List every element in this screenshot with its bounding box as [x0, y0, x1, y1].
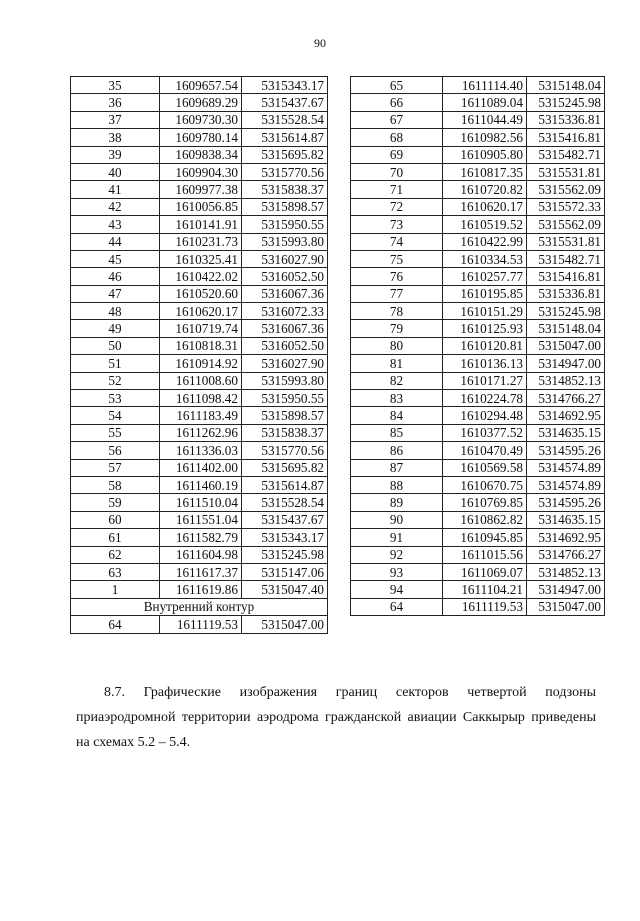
table-row — [71, 511, 328, 528]
coord-y: 5315770.56 — [242, 163, 328, 180]
table-row — [71, 372, 328, 389]
coord-x: 1610569.58 — [443, 459, 527, 476]
table-row — [351, 250, 605, 267]
table-row — [71, 616, 328, 633]
table-row — [351, 511, 605, 528]
point-number: 56 — [71, 442, 160, 459]
coord-y: 5316052.50 — [242, 337, 328, 354]
coord-x: 1611114.40 — [443, 77, 527, 94]
coord-y: 5315482.71 — [527, 146, 605, 163]
coord-x: 1610171.27 — [443, 372, 527, 389]
point-number: 48 — [71, 303, 160, 320]
table-row — [71, 581, 328, 598]
coord-x: 1610945.85 — [443, 529, 527, 546]
coord-y: 5314852.13 — [527, 563, 605, 580]
point-number: 66 — [351, 94, 443, 111]
coord-x: 1610817.35 — [443, 163, 527, 180]
coord-x: 1610377.52 — [443, 424, 527, 441]
coord-y: 5315898.57 — [242, 407, 328, 424]
point-number: 43 — [71, 216, 160, 233]
table-row — [71, 407, 328, 424]
coord-y: 5315614.87 — [242, 476, 328, 493]
table-row — [351, 476, 605, 493]
point-number: 71 — [351, 181, 443, 198]
point-number: 44 — [71, 233, 160, 250]
coord-y: 5314947.00 — [527, 355, 605, 372]
table-row — [71, 216, 328, 233]
coord-x: 1611183.49 — [160, 407, 242, 424]
coord-y: 5315245.98 — [527, 94, 605, 111]
coord-y: 5316027.90 — [242, 355, 328, 372]
coord-y: 5314595.26 — [527, 442, 605, 459]
table-row — [71, 285, 328, 302]
point-number: 47 — [71, 285, 160, 302]
coord-y: 5314692.95 — [527, 529, 605, 546]
point-number: 75 — [351, 250, 443, 267]
table-row — [351, 546, 605, 563]
coord-x: 1610422.99 — [443, 233, 527, 250]
coord-x: 1610141.91 — [160, 216, 242, 233]
table-row — [71, 163, 328, 180]
point-number: 54 — [71, 407, 160, 424]
coord-y: 5315993.80 — [242, 233, 328, 250]
coord-x: 1610334.53 — [443, 250, 527, 267]
coord-x: 1610470.49 — [443, 442, 527, 459]
coord-y: 5315898.57 — [242, 198, 328, 215]
point-number: 42 — [71, 198, 160, 215]
coord-y: 5315950.55 — [242, 390, 328, 407]
coord-x: 1611551.04 — [160, 511, 242, 528]
table-row — [351, 268, 605, 285]
point-number: 45 — [71, 250, 160, 267]
coordinates-table-right — [350, 76, 605, 616]
point-number: 94 — [351, 581, 443, 598]
coord-x: 1610620.17 — [443, 198, 527, 215]
table-row — [71, 146, 328, 163]
coord-y: 5315695.82 — [242, 459, 328, 476]
coord-y: 5315245.98 — [242, 546, 328, 563]
point-number: 84 — [351, 407, 443, 424]
table-row — [351, 337, 605, 354]
coord-y: 5315336.81 — [527, 285, 605, 302]
coord-x: 1610914.92 — [160, 355, 242, 372]
coord-y: 5315047.00 — [242, 616, 328, 633]
point-number: 40 — [71, 163, 160, 180]
point-number: 52 — [71, 372, 160, 389]
table-row — [351, 94, 605, 111]
point-number: 37 — [71, 111, 160, 128]
coord-x: 1610905.80 — [443, 146, 527, 163]
coord-x: 1610151.29 — [443, 303, 527, 320]
point-number: 69 — [351, 146, 443, 163]
coord-x: 1609689.29 — [160, 94, 242, 111]
point-number: 80 — [351, 337, 443, 354]
point-number: 68 — [351, 129, 443, 146]
coord-x: 1611089.04 — [443, 94, 527, 111]
coord-x: 1611098.42 — [160, 390, 242, 407]
coord-y: 5315562.09 — [527, 216, 605, 233]
point-number: 1 — [71, 581, 160, 598]
coord-y: 5316052.50 — [242, 268, 328, 285]
table-row — [71, 181, 328, 198]
table-row — [71, 198, 328, 215]
point-number: 38 — [71, 129, 160, 146]
coord-x: 1611119.53 — [443, 598, 527, 615]
point-number: 64 — [71, 616, 160, 633]
table-row — [351, 581, 605, 598]
coord-y: 5315047.40 — [242, 581, 328, 598]
coord-y: 5315838.37 — [242, 181, 328, 198]
coord-y: 5315572.33 — [527, 198, 605, 215]
point-number: 60 — [71, 511, 160, 528]
coord-x: 1610224.78 — [443, 390, 527, 407]
point-number: 91 — [351, 529, 443, 546]
table-row — [351, 372, 605, 389]
coord-x: 1611015.56 — [443, 546, 527, 563]
coord-x: 1611104.21 — [443, 581, 527, 598]
coord-y: 5315416.81 — [527, 268, 605, 285]
coord-y: 5314635.15 — [527, 511, 605, 528]
coord-y: 5315528.54 — [242, 494, 328, 511]
coord-y: 5315148.04 — [527, 77, 605, 94]
point-number: 85 — [351, 424, 443, 441]
table-row — [351, 111, 605, 128]
table-row — [71, 442, 328, 459]
point-number: 77 — [351, 285, 443, 302]
coord-x: 1611582.79 — [160, 529, 242, 546]
coord-y: 5315047.00 — [527, 598, 605, 615]
coord-y: 5315838.37 — [242, 424, 328, 441]
point-number: 87 — [351, 459, 443, 476]
table-row — [71, 129, 328, 146]
coord-y: 5315047.00 — [527, 337, 605, 354]
coord-x: 1610620.17 — [160, 303, 242, 320]
table-section-row — [71, 598, 328, 615]
point-number: 76 — [351, 268, 443, 285]
coord-y: 5315148.04 — [527, 320, 605, 337]
coord-y: 5316067.36 — [242, 285, 328, 302]
point-number: 36 — [71, 94, 160, 111]
coord-y: 5315343.17 — [242, 77, 328, 94]
coord-y: 5315482.71 — [527, 250, 605, 267]
coord-x: 1611336.03 — [160, 442, 242, 459]
coord-y: 5314635.15 — [527, 424, 605, 441]
coord-y: 5314766.27 — [527, 390, 605, 407]
coord-x: 1610719.74 — [160, 320, 242, 337]
coord-y: 5315531.81 — [527, 233, 605, 250]
table-row — [351, 146, 605, 163]
point-number: 82 — [351, 372, 443, 389]
coord-y: 5314574.89 — [527, 459, 605, 476]
coord-x: 1610231.73 — [160, 233, 242, 250]
point-number: 81 — [351, 355, 443, 372]
point-number: 72 — [351, 198, 443, 215]
coord-x: 1610195.85 — [443, 285, 527, 302]
table-row — [351, 355, 605, 372]
table-row — [351, 494, 605, 511]
point-number: 70 — [351, 163, 443, 180]
table-row — [71, 459, 328, 476]
coord-y: 5315528.54 — [242, 111, 328, 128]
coord-x: 1610136.13 — [443, 355, 527, 372]
page-number: 90 — [314, 36, 326, 50]
coord-y: 5315245.98 — [527, 303, 605, 320]
point-number: 55 — [71, 424, 160, 441]
coord-y: 5315437.67 — [242, 511, 328, 528]
coord-x: 1610120.81 — [443, 337, 527, 354]
point-number: 58 — [71, 476, 160, 493]
coord-x: 1609977.38 — [160, 181, 242, 198]
coord-x: 1611008.60 — [160, 372, 242, 389]
table-row — [71, 355, 328, 372]
table-row — [71, 529, 328, 546]
point-number: 93 — [351, 563, 443, 580]
table-row — [351, 459, 605, 476]
point-number: 86 — [351, 442, 443, 459]
table-row — [351, 233, 605, 250]
table-row — [71, 94, 328, 111]
point-number: 50 — [71, 337, 160, 354]
coord-x: 1609730.30 — [160, 111, 242, 128]
section-label: Внутренний контур — [71, 598, 328, 615]
coord-x: 1611604.98 — [160, 546, 242, 563]
table-row — [351, 181, 605, 198]
point-number: 39 — [71, 146, 160, 163]
point-number: 74 — [351, 233, 443, 250]
point-number: 62 — [71, 546, 160, 563]
coord-x: 1611510.04 — [160, 494, 242, 511]
coord-x: 1610982.56 — [443, 129, 527, 146]
coord-x: 1609780.14 — [160, 129, 242, 146]
coord-y: 5315993.80 — [242, 372, 328, 389]
table-row — [351, 390, 605, 407]
point-number: 92 — [351, 546, 443, 563]
table-row — [71, 250, 328, 267]
table-row — [351, 216, 605, 233]
table-row — [71, 111, 328, 128]
coord-y: 5314574.89 — [527, 476, 605, 493]
coord-x: 1610125.93 — [443, 320, 527, 337]
table-row — [351, 303, 605, 320]
table-row — [71, 563, 328, 580]
table-row — [71, 77, 328, 94]
point-number: 83 — [351, 390, 443, 407]
coord-y: 5315614.87 — [242, 129, 328, 146]
coord-x: 1610670.75 — [443, 476, 527, 493]
coord-x: 1609904.30 — [160, 163, 242, 180]
coord-y: 5315147.06 — [242, 563, 328, 580]
coord-x: 1609657.54 — [160, 77, 242, 94]
table-row — [71, 233, 328, 250]
table-row — [351, 598, 605, 615]
point-number: 88 — [351, 476, 443, 493]
coord-x: 1610422.02 — [160, 268, 242, 285]
coord-x: 1610769.85 — [443, 494, 527, 511]
coord-x: 1610520.60 — [160, 285, 242, 302]
coord-x: 1610862.82 — [443, 511, 527, 528]
coord-y: 5316027.90 — [242, 250, 328, 267]
table-row — [351, 442, 605, 459]
coord-y: 5315950.55 — [242, 216, 328, 233]
table-row — [71, 476, 328, 493]
point-number: 63 — [71, 563, 160, 580]
coord-y: 5315437.67 — [242, 94, 328, 111]
coord-x: 1611069.07 — [443, 563, 527, 580]
table-row — [351, 285, 605, 302]
coord-y: 5314947.00 — [527, 581, 605, 598]
point-number: 64 — [351, 598, 443, 615]
coord-y: 5316067.36 — [242, 320, 328, 337]
point-number: 51 — [71, 355, 160, 372]
table-row — [71, 303, 328, 320]
coord-x: 1610818.31 — [160, 337, 242, 354]
table-row — [351, 529, 605, 546]
point-number: 49 — [71, 320, 160, 337]
table-row — [351, 77, 605, 94]
point-number: 78 — [351, 303, 443, 320]
table-row — [351, 320, 605, 337]
table-row — [351, 163, 605, 180]
coord-x: 1611044.49 — [443, 111, 527, 128]
point-number: 53 — [71, 390, 160, 407]
body-paragraph: 8.7. Графические изображения границ секторов четвертой подзоны приаэродромной территории аэродрома гражданской авиации Саккырыр приведены на схемах 5.2 – 5.4. — [76, 685, 596, 750]
point-number: 41 — [71, 181, 160, 198]
coord-x: 1610519.52 — [443, 216, 527, 233]
table-row — [71, 494, 328, 511]
coord-y: 5315416.81 — [527, 129, 605, 146]
table-row — [351, 424, 605, 441]
coord-x: 1610056.85 — [160, 198, 242, 215]
coord-y: 5315343.17 — [242, 529, 328, 546]
point-number: 67 — [351, 111, 443, 128]
point-number: 35 — [71, 77, 160, 94]
table-row — [351, 129, 605, 146]
coord-x: 1611262.96 — [160, 424, 242, 441]
table-row — [71, 337, 328, 354]
coord-x: 1610720.82 — [443, 181, 527, 198]
point-number: 46 — [71, 268, 160, 285]
table-row — [351, 198, 605, 215]
coord-y: 5315695.82 — [242, 146, 328, 163]
point-number: 79 — [351, 320, 443, 337]
table-row — [351, 563, 605, 580]
coord-x: 1611619.86 — [160, 581, 242, 598]
coord-x: 1609838.34 — [160, 146, 242, 163]
point-number: 61 — [71, 529, 160, 546]
point-number: 57 — [71, 459, 160, 476]
point-number: 89 — [351, 494, 443, 511]
coord-x: 1611617.37 — [160, 563, 242, 580]
coord-y: 5314595.26 — [527, 494, 605, 511]
coord-y: 5315562.09 — [527, 181, 605, 198]
coord-x: 1611402.00 — [160, 459, 242, 476]
coordinates-table-left — [70, 76, 328, 634]
table-row — [71, 268, 328, 285]
point-number: 90 — [351, 511, 443, 528]
coord-x: 1611119.53 — [160, 616, 242, 633]
coord-x: 1611460.19 — [160, 476, 242, 493]
coord-x: 1610325.41 — [160, 250, 242, 267]
coord-y: 5315770.56 — [242, 442, 328, 459]
point-number: 73 — [351, 216, 443, 233]
coord-y: 5316072.33 — [242, 303, 328, 320]
table-row — [71, 546, 328, 563]
coord-y: 5314766.27 — [527, 546, 605, 563]
coord-y: 5315531.81 — [527, 163, 605, 180]
table-row — [71, 320, 328, 337]
point-number: 65 — [351, 77, 443, 94]
coord-y: 5315336.81 — [527, 111, 605, 128]
coord-x: 1610294.48 — [443, 407, 527, 424]
table-row — [351, 407, 605, 424]
coord-y: 5314852.13 — [527, 372, 605, 389]
table-row — [71, 390, 328, 407]
table-row — [71, 424, 328, 441]
coord-x: 1610257.77 — [443, 268, 527, 285]
coord-y: 5314692.95 — [527, 407, 605, 424]
point-number: 59 — [71, 494, 160, 511]
